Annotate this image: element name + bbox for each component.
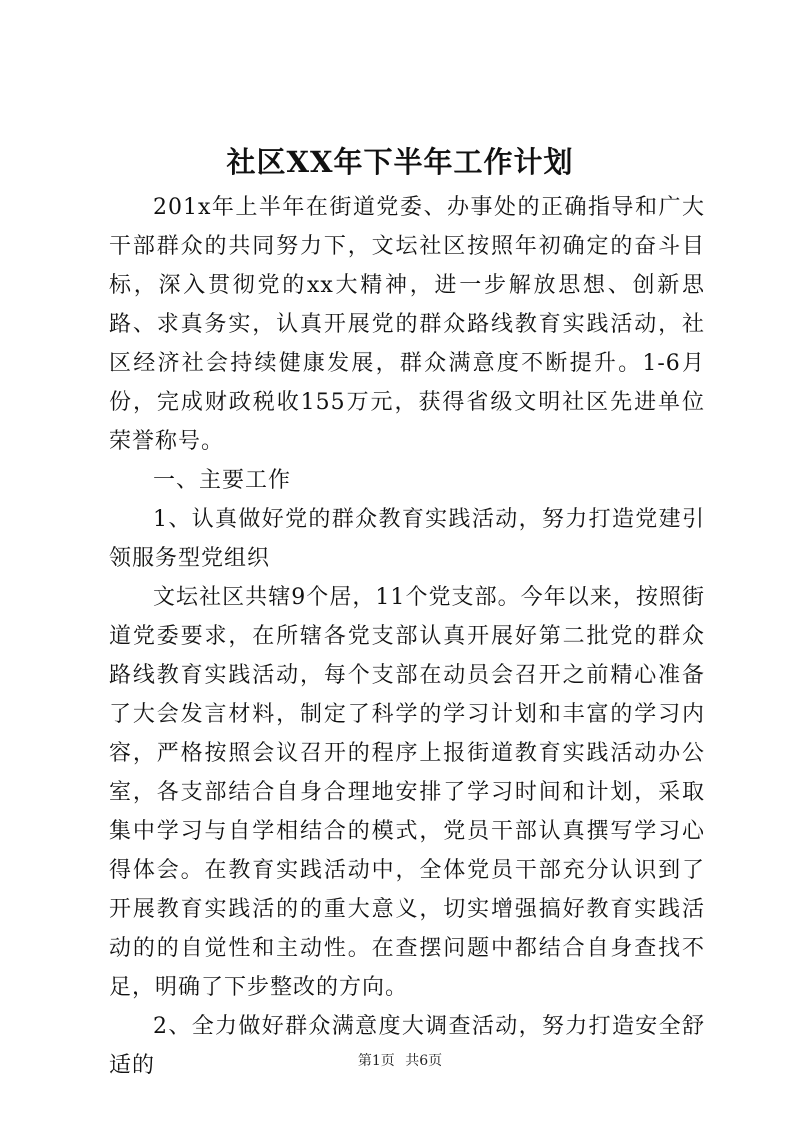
page-total: 共6页 (405, 1053, 443, 1069)
subsection-heading-1: 1、认真做好党的群众教育实践活动，努力打造党建引领服务型党组织 (109, 507, 705, 571)
page-number: 第1页 (357, 1053, 395, 1069)
document-title: 社区XX年下半年工作计划 (226, 145, 574, 179)
section-heading-main-work: 一、主要工作 (153, 468, 292, 493)
intro-paragraph: 201x年上半年在街道党委、办事处的正确指导和广大干部群众的共同努力下，文坛社区按照年初确定的奋斗目标，深入贯彻党的xx大精神，进一步解放思想、创新思路、求真务实，认真开展党的群众路线教育实践活动，社区经济社会持续健康发展，群众满意度不断提升。1-6月份，完成财政税收155万元，获得省级文明社区先进单位荣誉称号。 (109, 195, 705, 454)
document-body (109, 188, 705, 1085)
page-footer (0, 1051, 800, 1071)
body-paragraph-1: 文坛社区共辖9个居，11个党支部。今年以来，按照街道党委要求，在所辖各党支部认真开展好第二批党的群众路线教育实践活动，每个支部在动员会召开之前精心准备了大会发言材料，制定了科学的学习计划和丰富的学习内容，严格按照会议召开的程序上报街道教育实践活动办公室，各支部结合自身合理地安排了学习时间和计划，采取集中学习与自学相结合的模式，党员干部认真撰写学习心得体会。在教育实践活动中，全体党员干部充分认识到了开展教育实践活的的重大意义，切实增强搞好教育实践活动的的自觉性和主动性。在查摆问题中都结合自身查找不足，明确了下步整改的方向。 (109, 585, 705, 1000)
subsection-heading-2: 2、全力做好群众满意度大调查活动，努力打造安全舒适的 (109, 1014, 705, 1078)
